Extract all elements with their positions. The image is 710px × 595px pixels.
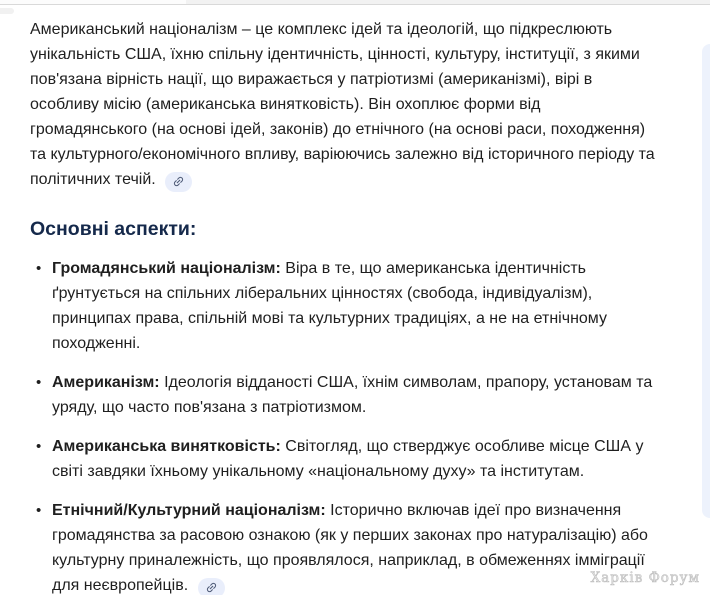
list-item-label: Етнічний/Культурний націоналізм: (52, 502, 326, 519)
link-icon (205, 581, 218, 594)
list-item-americanism (30, 370, 662, 420)
bullet-icon: • (36, 438, 42, 455)
top-left-artifact (0, 8, 14, 14)
source-link-button[interactable] (165, 172, 192, 192)
intro-paragraph (30, 17, 662, 192)
intro-text: Американський націоналізм – це комплекс ідей та ідеологій, що підкреслюють унікальність США, їхню спільну ідентичність, цінності, культуру, інституції, з якими пов'язана вірність нації, що виражається у патріотизмі (американізмі), вірі в особливу місію (американська винятковість). Він охоплює форми від громадянського (на основі ідей, законів) до етнічного (на основі раси, походження) та культурного/економічного впливу, варіюючись залежно від історичного періоду та політичних течій. (30, 21, 655, 188)
section-heading: Основні аспекти: (30, 218, 197, 240)
list-item-american-exceptionalism (30, 434, 662, 484)
list-item-text: Ідеологія відданості США, їхнім символам, прапору, установам та уряду, що часто пов'язана з патріотизмом. (52, 374, 653, 416)
bullet-icon: • (36, 502, 42, 519)
side-panel-strip[interactable] (702, 44, 710, 518)
answer-content (30, 17, 662, 595)
bullet-icon: • (36, 260, 42, 277)
list-item-label: Американізм: (52, 374, 160, 391)
bullet-icon: • (36, 374, 42, 391)
aspects-list (30, 256, 662, 595)
watermark: Харків Форум (590, 570, 700, 586)
source-link-button[interactable] (198, 578, 225, 595)
list-item-ethnic-cultural-nationalism (30, 498, 662, 595)
link-icon (172, 175, 185, 188)
list-item-label: Громадянський націоналізм: (52, 260, 281, 277)
top-toolbar-edge (186, 0, 710, 4)
list-item-text: Віра в те, що американська ідентичність ґрунтується на спільних ліберальних цінностях (свобода, індивідуалізм), принципах права, спільній мові та культурних традиціях, а не на етнічному походженні. (52, 260, 607, 352)
list-item-text: Історично включав ідеї про визначення громадянства за расовою ознакою (як у перших законах про натуралізацію) або культурну приналежність, що проявлялося, наприклад, в обмеженнях імміграції для неєвропейців. (52, 502, 648, 594)
list-item-label: Американська винятковість: (52, 438, 281, 455)
list-item-civic-nationalism (30, 256, 662, 356)
list-item-text: Світогляд, що стверджує особливе місце США у світі завдяки їхньому унікальному «національному духу» та інститутам. (52, 438, 644, 480)
